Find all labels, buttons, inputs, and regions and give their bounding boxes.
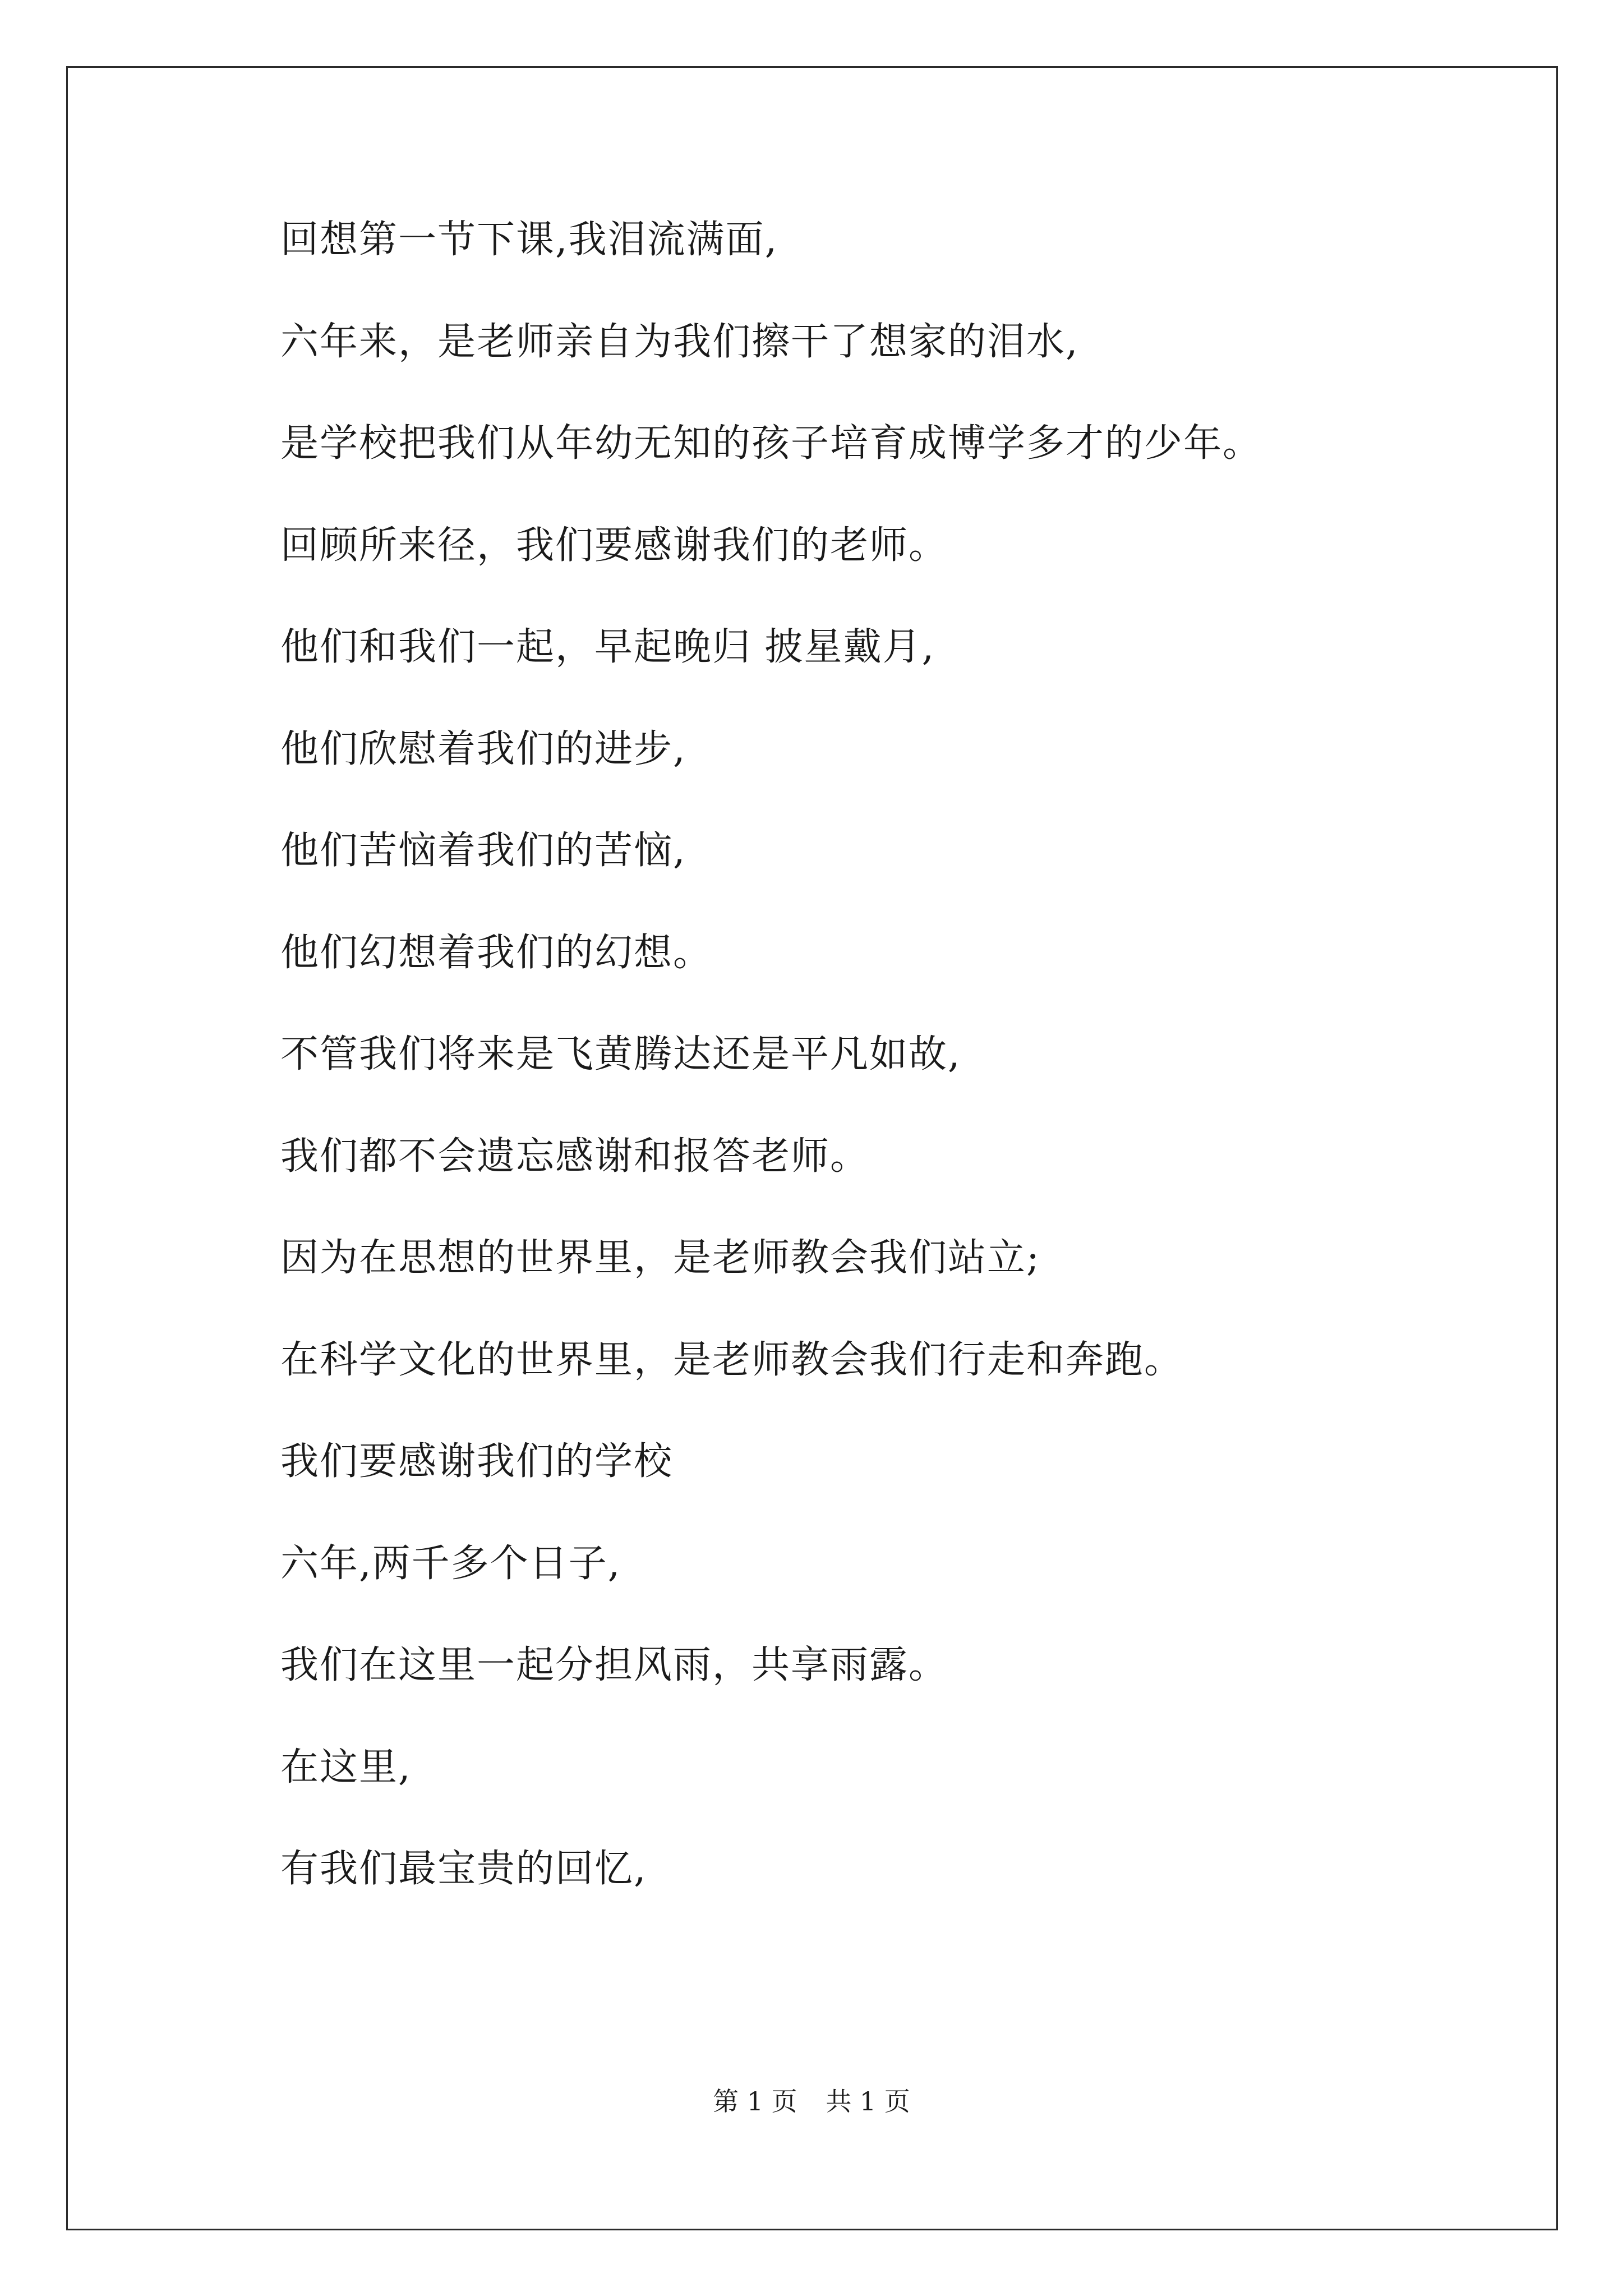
text-line: 是学校把我们从年幼无知的孩子培育成博学多才的少年。: [280, 421, 1262, 466]
text-line: 他们苦恼着我们的苦恼,: [280, 829, 686, 873]
page-footer: [0, 2086, 1623, 2117]
text-line: 在这里,: [280, 1745, 412, 1789]
document-body: [280, 218, 1514, 1949]
page-total: 共 1 页: [826, 2086, 910, 2116]
text-line: 不管我们将来是飞黄腾达还是平凡如故,: [280, 1032, 961, 1076]
text-line: 回想第一节下课,我泪流满面,: [280, 218, 778, 262]
text-line: 回顾所来径，我们要感谢我们的老师。: [280, 523, 948, 568]
text-line: 有我们最宝贵的回忆,: [280, 1847, 647, 1891]
text-line: 因为在思想的世界里，是老师教会我们站立;: [280, 1236, 1040, 1280]
text-line: 他们和我们一起，早起晚归 披星戴月,: [280, 625, 935, 669]
text-line: 在科学文化的世界里，是老师教会我们行走和奔跑。: [280, 1337, 1184, 1382]
page-number: 第 1 页: [713, 2086, 797, 2116]
text-line: 六年,两千多个日子,: [280, 1541, 621, 1586]
text-line: 我们要感谢我们的学校: [280, 1439, 674, 1484]
text-line: 他们欣慰着我们的进步,: [280, 726, 686, 771]
text-line: 我们在这里一起分担风雨，共享雨露。: [280, 1643, 948, 1687]
text-line: 他们幻想着我们的幻想。: [280, 930, 713, 975]
text-line: 我们都不会遗忘感谢和报答老师。: [280, 1134, 870, 1179]
text-line: 六年来，是老师亲自为我们擦干了想家的泪水,: [280, 319, 1079, 364]
